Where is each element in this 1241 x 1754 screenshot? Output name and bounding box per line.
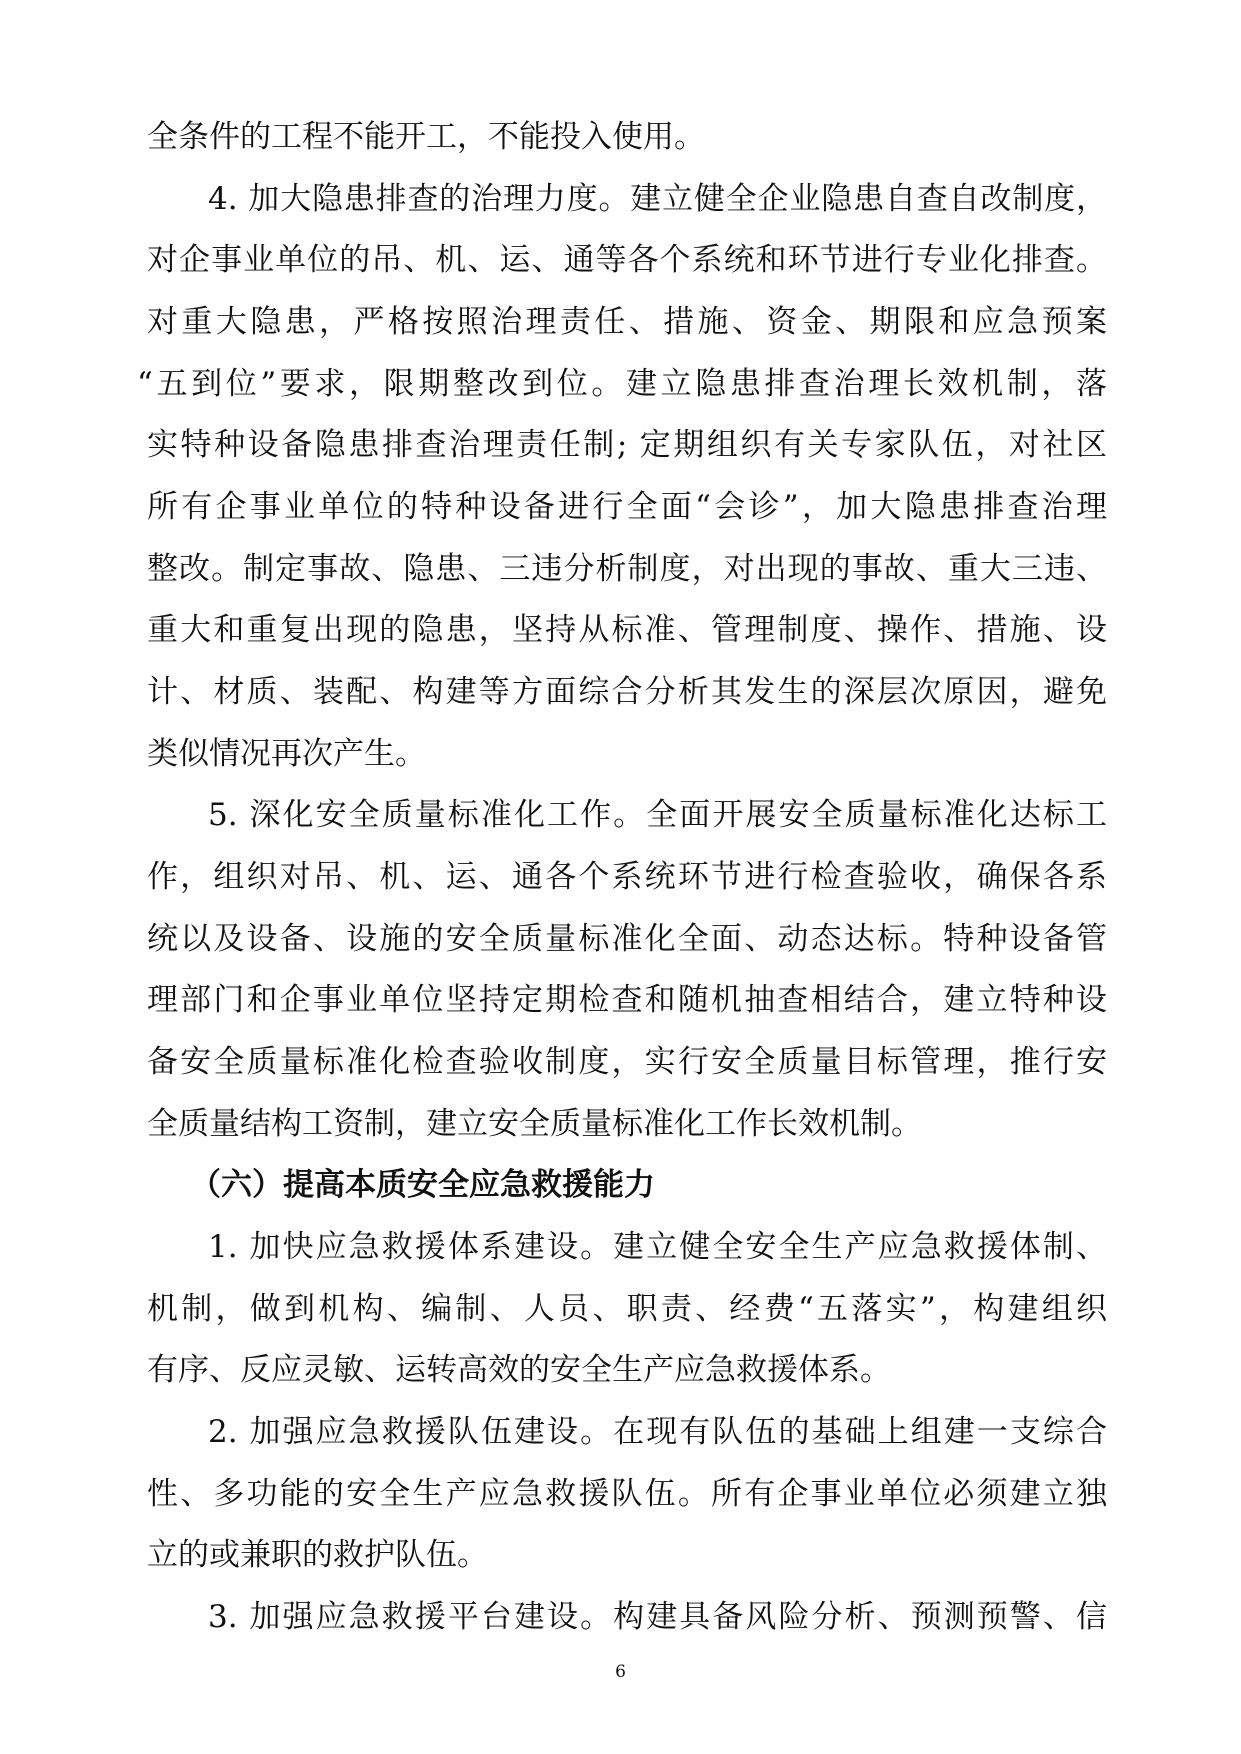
body-line: 备安全质量标准化检查验收制度，实行安全质量目标管理，推行安 [147,1044,1107,1080]
body-line: 对重大隐患，严格按照治理责任、措施、资金、期限和应急预案 [147,304,1107,340]
section-heading: （六）提高本质安全应急救援能力 [190,1167,655,1203]
body-line: 立的或兼职的救护队伍。 [147,1537,488,1573]
body-line: 全质量结构工资制，建立安全质量标准化工作长效机制。 [147,1106,922,1142]
body-line: 性、多功能的安全生产应急救援队伍。所有企事业单位必须建立独 [147,1476,1107,1512]
body-line: 类似情况再次产生。 [147,736,426,772]
body-line: 全条件的工程不能开工，不能投入使用。 [147,119,705,155]
body-line: 所有企事业单位的特种设备进行全面“会诊”，加大隐患排查治理 [147,489,1107,525]
item-4-first-line: 4. 加大隐患排查的治理力度。建立健全企业隐患自查自改制度， [208,181,1107,217]
item-5-first-line: 5. 深化安全质量标准化工作。全面开展安全质量标准化达标工 [208,797,1107,833]
body-line: “五到位”要求，限期整改到位。建立隐患排查治理长效机制，落 [137,366,1107,402]
body-line: 重大和重复出现的隐患，坚持从标准、管理制度、操作、措施、设 [147,612,1107,648]
body-line: 机制，做到机构、编制、人员、职责、经费“五落实”，构建组织 [147,1291,1107,1327]
body-line: 理部门和企事业单位坚持定期检查和随机抽查相结合，建立特种设 [147,982,1107,1018]
item-2-first-line: 2. 加强应急救援队伍建设。在现有队伍的基础上组建一支综合 [208,1414,1107,1450]
item-3-first-line: 3. 加强应急救援平台建设。构建具备风险分析、预测预警、信 [208,1599,1107,1635]
body-line: 对企事业单位的吊、机、运、通等各个系统和环节进行专业化排查。 [147,242,1107,278]
body-line: 计、材质、装配、构建等方面综合分析其发生的深层次原因，避免 [147,674,1107,710]
item-1-first-line: 1. 加快应急救援体系建设。建立健全安全生产应急救援体制、 [208,1229,1107,1265]
body-line: 整改。制定事故、隐患、三违分析制度，对出现的事故、重大三违、 [147,551,1107,587]
body-line: 统以及设备、设施的安全质量标准化全面、动态达标。特种设备管 [147,921,1107,957]
body-line: 有序、反应灵敏、运转高效的安全生产应急救援体系。 [147,1352,891,1388]
page-number: 6 [615,1662,626,1682]
body-line: 作，组织对吊、机、运、通各个系统环节进行检查验收，确保各系 [147,859,1107,895]
body-line: 实特种设备隐患排查治理责任制; 定期组织有关专家队伍，对社区 [147,427,1107,463]
